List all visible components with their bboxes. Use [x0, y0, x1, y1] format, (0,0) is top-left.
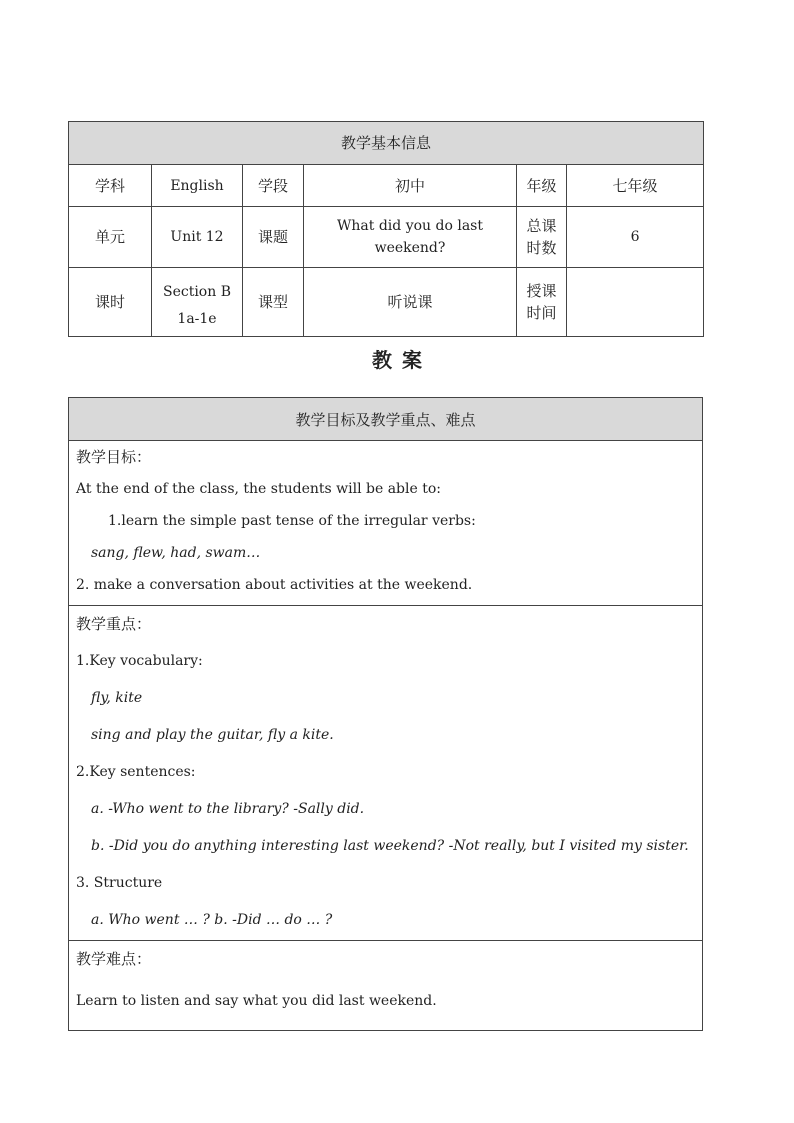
difficulties-label: 教学难点：: [76, 950, 152, 968]
objectives-item-1: 1.learn the simple past tense of the irregular verbs:: [108, 513, 476, 529]
sentence-a: a. -Who went to the library? -Sally did.: [91, 801, 365, 817]
teaching-time-label-line-1: 授课: [526, 282, 557, 300]
page-title: 教案: [372, 348, 432, 372]
topic-line-1: What did you do last: [337, 218, 483, 234]
teaching-time-value: [567, 268, 704, 337]
objectives-label: 教学目标：: [76, 448, 152, 466]
total-hours-value: 6: [567, 207, 704, 268]
unit-label: 单元: [69, 207, 152, 268]
period-line-1: Section B: [162, 284, 231, 300]
objectives-section: [69, 441, 703, 606]
period-label: 课时: [69, 268, 152, 337]
sentences-title: 2.Key sentences:: [76, 764, 196, 780]
total-hours-label-line-1: 总课: [526, 217, 557, 235]
grade-value: 七年级: [567, 165, 704, 207]
objectives-intro: At the end of the class, the students will be able to:: [76, 481, 441, 497]
stage-value: 初中: [304, 165, 517, 207]
lesson-plan-table: [68, 397, 703, 1031]
vocab-item-2: sing and play the guitar, fly a kite.: [91, 727, 334, 743]
total-hours-label-line-2: 时数: [526, 239, 557, 257]
difficulties-section: [69, 941, 703, 1031]
basic-info-table: [68, 121, 704, 337]
sentence-b: b. -Did you do anything interesting last weekend? -Not really, but I visited my sister.: [91, 838, 689, 854]
basic-info-header: 教学基本信息: [69, 122, 704, 165]
key-points-section: [69, 606, 703, 941]
teaching-time-label: [517, 268, 567, 337]
topic-line-2: weekend?: [374, 240, 446, 256]
subject-label: 学科: [69, 165, 152, 207]
teaching-time-label-line-2: 时间: [526, 304, 557, 322]
lesson-type-value: 听说课: [304, 268, 517, 337]
key-points-label: 教学重点：: [76, 615, 152, 633]
stage-label: 学段: [243, 165, 304, 207]
structure-text: a. Who went … ? b. -Did … do … ?: [91, 912, 333, 928]
lesson-type-label: 课型: [243, 268, 304, 337]
unit-value: Unit 12: [152, 207, 243, 268]
topic-label: 课题: [243, 207, 304, 268]
topic-value: [304, 207, 517, 268]
objectives-examples: sang, flew, had, swam…: [91, 545, 261, 561]
period-value: [152, 268, 243, 337]
vocab-title: 1.Key vocabulary:: [76, 653, 203, 669]
objectives-item-2: 2. make a conversation about activities at the weekend.: [76, 577, 473, 593]
difficulties-text: Learn to listen and say what you did last weekend.: [76, 993, 437, 1009]
subject-value: English: [152, 165, 243, 207]
total-hours-label: [517, 207, 567, 268]
grade-label: 年级: [517, 165, 567, 207]
vocab-item-1: fly, kite: [91, 690, 143, 706]
structure-title: 3. Structure: [76, 875, 163, 891]
plan-header: 教学目标及教学重点、难点: [69, 398, 703, 441]
period-line-2: 1a-1e: [177, 311, 217, 327]
